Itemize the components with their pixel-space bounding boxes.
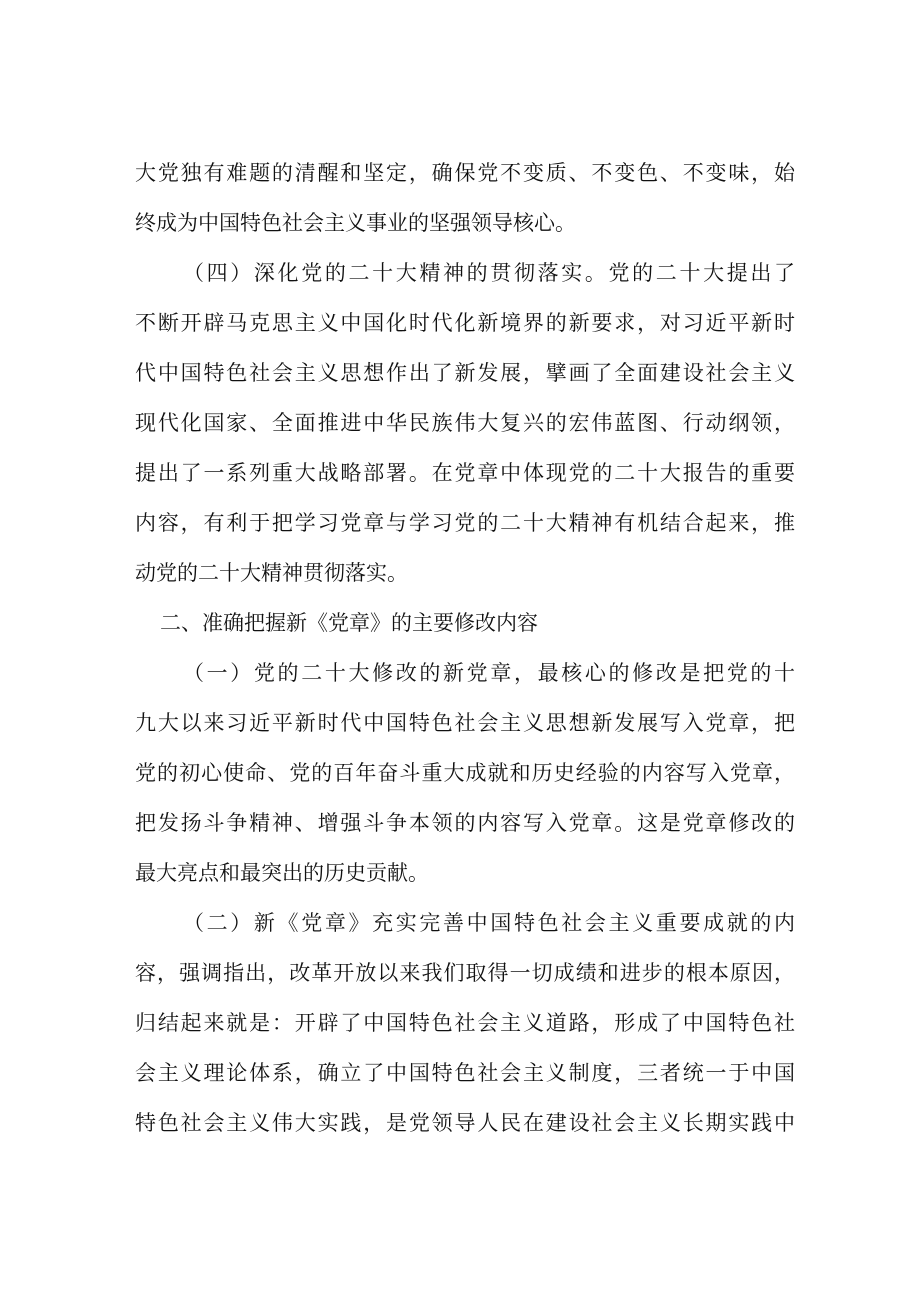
paragraph-line: 归结起来就是：开辟了中国特色社会主义道路，形成了中国特色社 bbox=[135, 1011, 795, 1035]
paragraph-line: 大党独有难题的清醒和坚定，确保党不变质、不变色、不变味，始 bbox=[135, 161, 795, 185]
paragraph-line: 最大亮点和最突出的历史贡献。 bbox=[135, 861, 429, 885]
subsection-heading-two: （二）新《党章》充实完善中国特色社会主义重要成就的内 bbox=[183, 911, 795, 935]
paragraph-line: 终成为中国特色社会主义事业的坚强领导核心。 bbox=[135, 211, 576, 235]
paragraph-line: 特色社会主义伟大实践，是党领导人民在建设社会主义长期实践中 bbox=[135, 1111, 795, 1135]
paragraph-line: 容，强调指出，改革开放以来我们取得一切成绩和进步的根本原因， bbox=[135, 961, 795, 985]
paragraph-line: 党的初心使命、党的百年奋斗重大成就和历史经验的内容写入党章， bbox=[135, 761, 795, 785]
paragraph-line: 把发扬斗争精神、增强斗争本领的内容写入党章。这是党章修改的 bbox=[135, 811, 795, 835]
paragraph-line: 内容，有利于把学习党章与学习党的二十大精神有机结合起来，推 bbox=[135, 511, 795, 535]
paragraph-line: 提出了一系列重大战略部署。在党章中体现党的二十大报告的重要 bbox=[135, 461, 795, 485]
paragraph-line: 代中国特色社会主义思想作出了新发展，擘画了全面建设社会主义 bbox=[135, 361, 795, 385]
subsection-heading-one: （一）党的二十大修改的新党章，最核心的修改是把党的十 bbox=[183, 661, 795, 685]
paragraph-line: 会主义理论体系，确立了中国特色社会主义制度，三者统一于中国 bbox=[135, 1061, 795, 1085]
section-heading-four: （四）深化党的二十大精神的贯彻落实。党的二十大提出了 bbox=[183, 261, 795, 285]
paragraph-line: 九大以来习近平新时代中国特色社会主义思想新发展写入党章，把 bbox=[135, 711, 795, 735]
section-title: 二、准确把握新《党章》的主要修改内容 bbox=[160, 611, 538, 635]
paragraph-line: 现代化国家、全面推进中华民族伟大复兴的宏伟蓝图、行动纲领， bbox=[135, 411, 795, 435]
paragraph-line: 不断开辟马克思主义中国化时代化新境界的新要求，对习近平新时 bbox=[135, 311, 795, 335]
paragraph-line: 动党的二十大精神贯彻落实。 bbox=[135, 561, 408, 585]
